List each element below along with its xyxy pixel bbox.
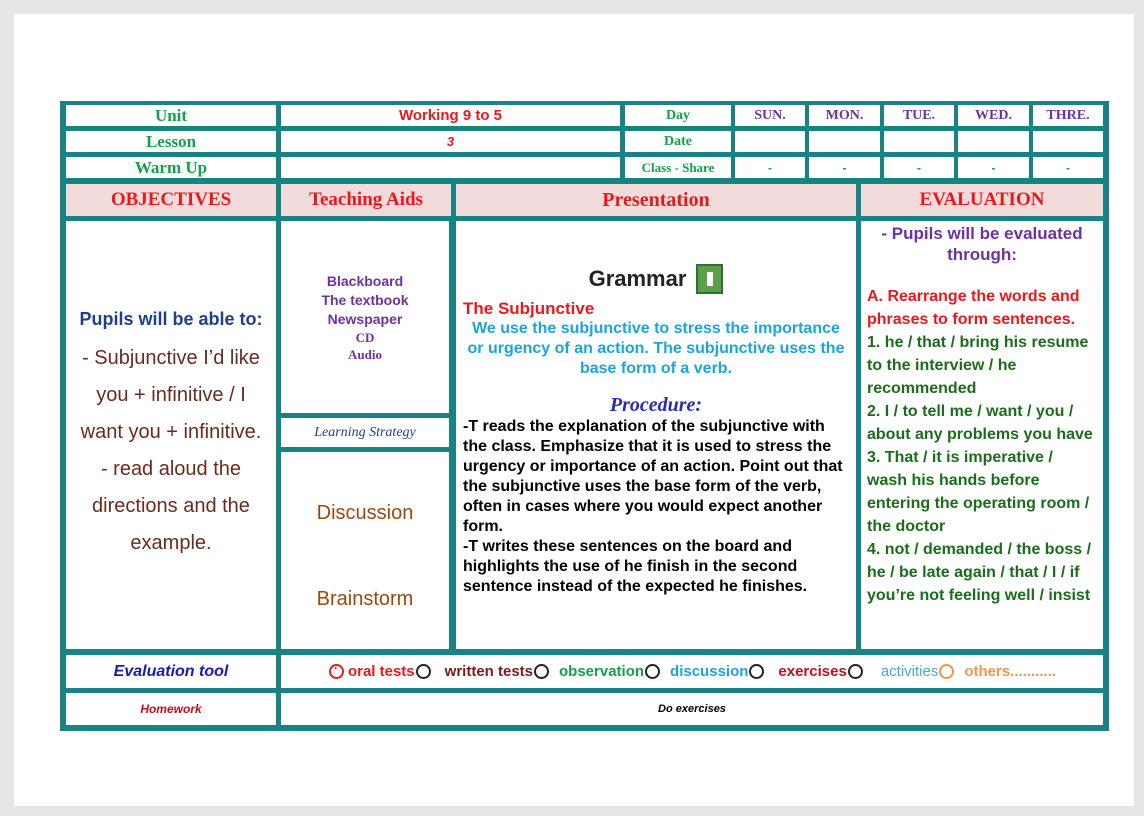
option-label: oral tests <box>347 663 415 680</box>
unit-label: Unit <box>66 105 276 126</box>
grammar-title: Grammar <box>588 266 687 291</box>
option-activities[interactable] <box>847 663 939 680</box>
page <box>14 14 1134 806</box>
date-cell[interactable] <box>958 131 1029 152</box>
option-label: others........... <box>964 663 1057 680</box>
radio-icon <box>749 664 764 679</box>
day-thu: THRE. <box>1033 105 1103 126</box>
option-written-tests[interactable] <box>415 663 533 680</box>
lesson-plan-table <box>60 101 1109 731</box>
evaluation-tool-options <box>281 655 1103 688</box>
learning-strategy-label: Learning Strategy <box>281 418 449 447</box>
option-discussion[interactable] <box>644 663 748 680</box>
class-share-tue: - <box>884 157 954 178</box>
teaching-aids-list <box>281 221 449 413</box>
class-share-label: Class - Share <box>625 157 731 178</box>
evaluation-task: A. Rearrange the words and phrases to form sentences. <box>867 288 1080 328</box>
objective-line: you + infinitive / I <box>96 383 246 406</box>
objective-line: - read aloud the <box>100 457 242 480</box>
evaluation-item: 4. not / demanded / the boss / he / be late again / that / I / if you’re not feeling well / insist <box>867 541 1092 604</box>
option-label: observation <box>559 663 645 680</box>
subjunctive-explanation: We use the subjunctive to stress the importance or urgency of an action. The subjunctive uses the base form of a verb. <box>467 320 845 377</box>
objectives-body <box>66 221 276 649</box>
date-label: Date <box>625 131 731 152</box>
teaching-aid-item: The textbook <box>321 291 409 308</box>
radio-icon <box>534 664 549 679</box>
day-mon: MON. <box>809 105 880 126</box>
radio-icon <box>848 664 863 679</box>
warmup-label: Warm Up <box>66 157 276 178</box>
subjunctive-subtitle: The Subjunctive <box>463 299 595 318</box>
homework-label: Homework <box>66 693 276 725</box>
evaluation-item: 2. I / to tell me / want / you / about any problems you have <box>867 403 1093 443</box>
evaluation-intro: - Pupils will be evaluated through: <box>881 224 1083 264</box>
strategy-brainstorm: Brainstorm <box>316 587 414 610</box>
objective-line: - Subjunctive I’d like <box>82 346 260 369</box>
option-observation[interactable] <box>533 663 644 680</box>
book-icon <box>696 264 723 294</box>
unit-value: Working 9 to 5 <box>281 105 620 126</box>
evaluation-item: 3. That / it is imperative / wash his hands before entering the operating room / the doctor <box>867 449 1090 535</box>
objective-line: example. <box>130 531 212 554</box>
option-others[interactable] <box>938 663 1056 680</box>
teaching-aid-item: Newspaper <box>327 310 403 327</box>
presentation-header: Presentation <box>456 184 856 216</box>
lesson-label: Lesson <box>66 131 276 152</box>
class-share-thu: - <box>1033 157 1103 178</box>
teaching-aid-item: Audio <box>348 346 382 362</box>
class-share-wed: - <box>958 157 1029 178</box>
radio-selected-icon <box>329 664 344 679</box>
day-tue: TUE. <box>884 105 954 126</box>
radio-icon <box>645 664 660 679</box>
class-share-sun: - <box>735 157 805 178</box>
evaluation-header: EVALUATION <box>861 184 1103 216</box>
procedure-label: Procedure: <box>609 394 703 416</box>
lesson-value: 3 <box>281 131 620 152</box>
grammar-title-row <box>463 259 849 299</box>
day-sun: SUN. <box>735 105 805 126</box>
option-label: activities <box>880 663 939 680</box>
evaluation-body <box>861 221 1103 649</box>
warmup-value[interactable] <box>281 157 620 178</box>
homework-value: Do exercises <box>281 693 1103 725</box>
objectives-heading: Pupils will be able to: <box>79 308 263 329</box>
option-label: discussion <box>670 663 749 680</box>
date-cell[interactable] <box>735 131 805 152</box>
class-share-mon: - <box>809 157 880 178</box>
day-label: Day <box>625 105 731 126</box>
day-wed: WED. <box>958 105 1029 126</box>
presentation-body <box>456 221 856 649</box>
date-cell[interactable] <box>809 131 880 152</box>
option-oral-tests[interactable] <box>328 663 415 680</box>
learning-strategies <box>281 452 449 649</box>
evaluation-tool-label: Evaluation tool <box>66 655 276 688</box>
objective-line: directions and the <box>92 494 250 517</box>
date-cell[interactable] <box>1033 131 1103 152</box>
procedure-text: -T reads the explanation of the subjunctive with the class. Emphasize that it is used to stress the urgency or importance of an action. Point out that the subjunctive uses the base form of the verb, often in cases where you would expect another form. -T writes these sentences on the board and highlights the use of he finish in the second sentence instead of the expected he finishes. <box>463 418 843 595</box>
teaching-aid-item: CD <box>355 329 375 345</box>
radio-icon <box>939 664 954 679</box>
option-label: exercises <box>778 663 847 680</box>
strategy-discussion: Discussion <box>316 501 414 524</box>
evaluation-item: 1. he / that / bring his resume to the interview / he recommended <box>867 334 1089 397</box>
date-cell[interactable] <box>884 131 954 152</box>
objectives-header: OBJECTIVES <box>66 184 276 216</box>
teaching-aids-header: Teaching Aids <box>281 184 451 216</box>
option-label: written tests <box>444 663 534 680</box>
option-exercises[interactable] <box>748 663 846 680</box>
teaching-aid-item: Blackboard <box>326 272 404 289</box>
objective-line: want you + infinitive. <box>80 420 262 443</box>
radio-icon <box>416 664 431 679</box>
